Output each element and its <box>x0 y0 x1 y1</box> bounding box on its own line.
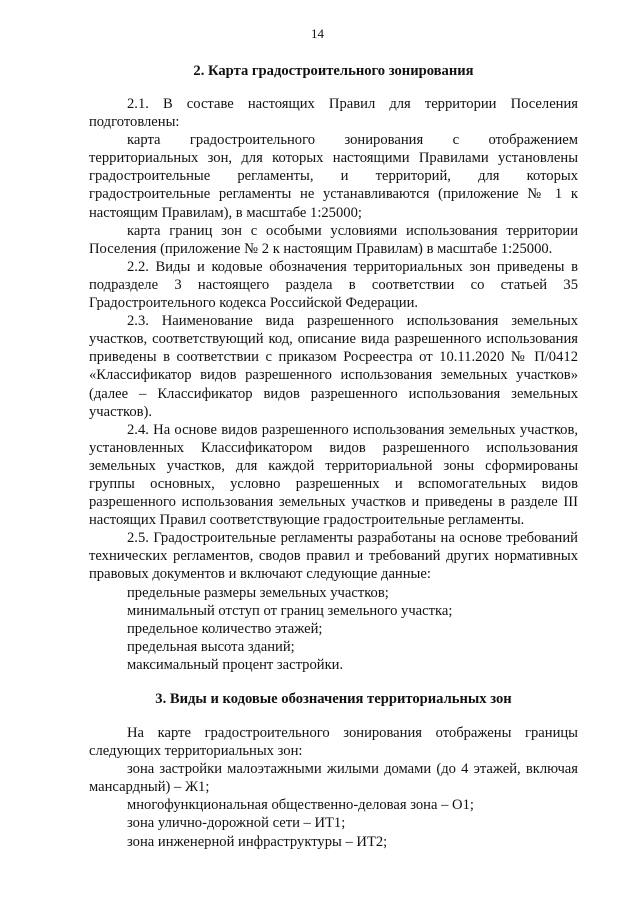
list-item: зона инженерной инфраструктуры – ИТ2; <box>127 833 388 850</box>
list-item: зона застройки малоэтажными жилыми домами (до 4 этажей, включая мансардный) – Ж1; <box>89 761 578 796</box>
section-3-heading-wrap <box>89 690 578 708</box>
page-number: 14 <box>311 26 324 41</box>
section-3-intro: На карте градостроительного зонирования отображены границы следующих территориальных зон: <box>89 725 578 760</box>
section-2-heading: 2. Карта градостроительного зонирования <box>193 63 474 79</box>
list-item: предельная высота зданий; <box>127 638 295 655</box>
section-3-heading: 3. Виды и кодовые обозначения территориальных зон <box>155 691 512 707</box>
paragraph-map-zoning: карта градостроительного зонирования с отображением территориальных зон, для которых настоящими Правилами установлены градостроительные регламенты, и территорий, для которых градостроительные регламенты не устанавливаются (приложение № 1 к настоящим Правилам), в масштабе 1:25000; <box>89 132 578 221</box>
paragraph-2-5: 2.5. Градостроительные регламенты разработаны на основе требований технических регламентов, сводов правил и требований других нормативных правовых документов и включают следующие данные: <box>89 530 578 583</box>
list-item: максимальный процент застройки. <box>127 656 344 673</box>
section-2-body <box>89 95 578 674</box>
section-3-body <box>89 724 578 851</box>
list-item: многофункциональная общественно-деловая зона – О1; <box>127 797 474 814</box>
list-item: минимальный отступ от границ земельного участка; <box>127 602 453 619</box>
paragraph-map-zones: карта границ зон с особыми условиями использования территории Поселения (приложение № 2 к настоящим Правилам) в масштабе 1:25000. <box>89 222 578 257</box>
paragraph-2-2: 2.2. Виды и кодовые обозначения территориальных зон приведены в подразделе 3 настоящего раздела в соответствии со статьей 35 Градостроительного кодекса Российской Федерации. <box>89 258 578 312</box>
paragraph-2-1: 2.1. В составе настоящих Правил для территории Поселения подготовлены: <box>89 96 578 131</box>
list-item: предельные размеры земельных участков; <box>127 584 389 601</box>
list-item: зона улично-дорожной сети – ИТ1; <box>127 815 346 832</box>
list-item: предельное количество этажей; <box>127 620 323 637</box>
paragraph-2-4: 2.4. На основе видов разрешенного использования земельных участков, установленных Классификатором видов разрешенного использования земельных участков, для каждой территориальной зоны сформированы группы основных, условно разрешенных и вспомогательных видов разрешенного использования земельных участков и приведены в разделе III настоящих Правил соответствующие градостроительные регламенты. <box>89 421 578 529</box>
section-2-heading-wrap <box>89 62 578 80</box>
paragraph-2-3: 2.3. Наименование вида разрешенного использования земельных участков, соответствующий код, описание вида разрешенного использования приведены в соответствии с приказом Росреестра от 10.11.2020 № П/0412 «Классификатор видов разрешенного использования земельных участков» (далее – Классификатор видов разрешенного использования земельных участков). <box>89 313 578 420</box>
